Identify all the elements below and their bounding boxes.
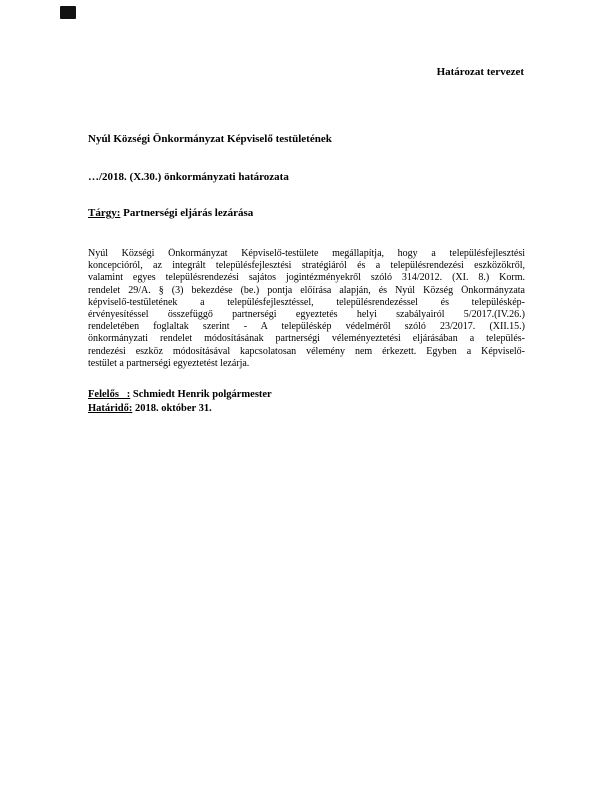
deadline-label: Határidő: <box>88 402 133 414</box>
responsible-line <box>88 388 272 402</box>
body-line: koncepcióról, az integrált településfejlesztési stratégiáról és a településrendezési eszközökről, <box>88 260 525 272</box>
deadline-value: 2018. október 31. <box>134 402 212 414</box>
body-line: érvényesítéssel összefüggő partnerségi egyeztetés helyi szabályairól 5/2017.(IV.26.) <box>88 308 525 320</box>
body-line: rendeletében foglaltak szerint - A településkép védelméről szóló 23/2017. (XII.15.) <box>88 321 525 333</box>
council-title: Nyúl Községi Önkormányzat Képviselő testületének <box>88 133 332 145</box>
resolution-body <box>88 248 525 370</box>
deadline-line <box>88 402 272 416</box>
responsible-value: Schmiedt Henrik polgármester <box>132 389 272 400</box>
scan-artifact-mark <box>60 6 76 19</box>
resolution-number: …/2018. (X.30.) önkormányzati határozata <box>88 171 289 183</box>
body-line: valamint egyes településrendezési sajátos jogintézményekről szóló 314/2012. (XI. 8.) Korm. <box>88 272 525 284</box>
body-line: képviselő-testületének a településfejlesztéssel, településrendezéssel és településkép- <box>88 296 525 308</box>
draft-label: Határozat tervezet <box>436 66 524 78</box>
body-line: Nyúl Községi Önkormányzat Képviselő-testülete megállapítja, hogy a településfejlesztési <box>88 248 525 259</box>
body-line: rendelet 29/A. § (3) bekezdése (be.) pontja előírása alapján, és Nyúl Község Önkormányzata <box>88 284 525 296</box>
subject-value: Partnerségi eljárás lezárása <box>123 207 254 219</box>
responsible-label: Felelős : <box>88 389 131 400</box>
footer-block <box>88 388 272 415</box>
body-line: testület a partnerségi egyeztetést lezárja. <box>88 357 250 369</box>
body-line: önkormányzati rendelet módosításának partnerségi véleményeztetési eljárásában a település- <box>88 333 525 345</box>
subject-line <box>88 207 253 219</box>
body-line: rendezési eszköz módosításával kapcsolatosan vélemény nem érkezett. Egyben a Képviselő- <box>88 345 525 357</box>
subject-label: Tárgy: <box>88 207 121 219</box>
